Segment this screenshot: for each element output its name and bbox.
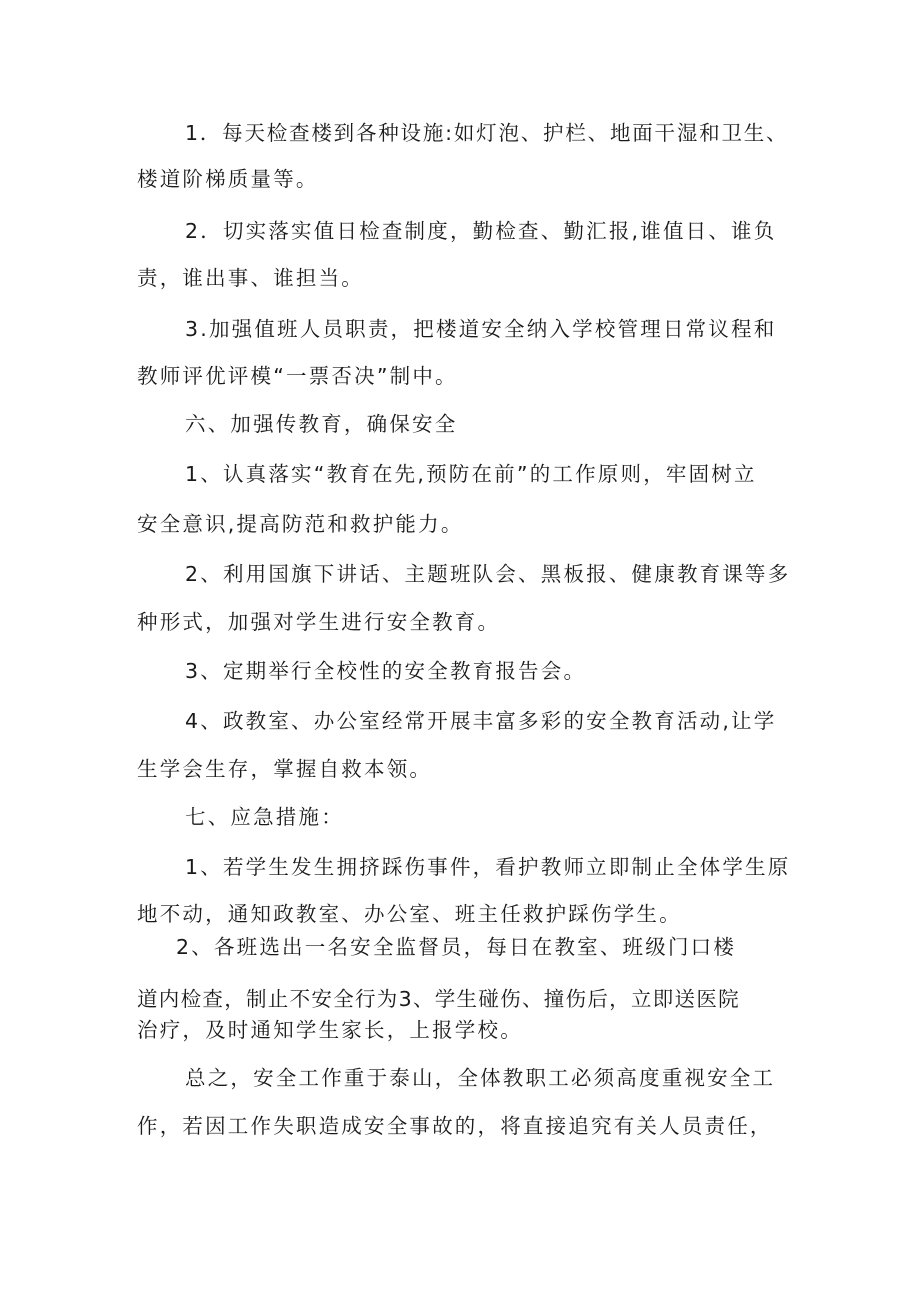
text-line: 3.加强值班人员职责，把楼道安全纳入学校管理日常议程和	[185, 317, 777, 341]
text-line: 2、各班选出一名安全监督员，每日在教室、班级门口楼	[176, 935, 737, 959]
text-line: 3、定期举行全校性的安全教育报告会。	[185, 659, 587, 683]
text-line: 安全意识,提高防范和救护能力。	[137, 512, 464, 536]
text-line: 1．每天检查楼到各种设施:如灯泡、护栏、地面干湿和卫生、	[185, 121, 789, 145]
section-heading: 七、应急措施：	[185, 805, 344, 829]
text-line: 1、认真落实“教育在先,预防在前”的工作原则，牢固树立	[185, 462, 757, 486]
text-line: 2、利用国旗下讲话、主题班队会、黑板报、健康教育课等多	[185, 562, 791, 586]
text-line: 1、若学生发生拥挤踩伤事件，看护教师立即制止全体学生原	[185, 855, 791, 879]
text-line: 楼道阶梯质量等。	[137, 167, 319, 191]
text-line: 治疗，及时通知学生家长，上报学校。	[137, 1018, 523, 1042]
text-line: 4、政教室、办公室经常开展丰富多彩的安全教育活动,让学	[185, 709, 777, 733]
text-line: 种形式，加强对学生进行安全教育。	[137, 610, 501, 634]
text-line: 教师评优评模“一票否决”制中。	[137, 364, 458, 388]
text-line: 2．切实落实值日检查制度，勤检查、勤汇报,谁值日、谁负	[185, 219, 777, 243]
text-line: 地不动，通知政教室、办公室、班主任救护踩伤学生。	[137, 902, 682, 926]
section-heading: 六、加强传教育，确保安全	[185, 412, 458, 436]
text-line: 总之，安全工作重于泰山，全体教职工必须高度重视安全工	[185, 1066, 776, 1090]
text-line: 作，若因工作失职造成安全事故的，将直接追究有关人员责任，	[137, 1114, 773, 1138]
text-line: 道内检查，制止不安全行为3、学生碰伤、撞伤后，立即送医院	[137, 987, 740, 1011]
text-line: 责，谁出事、谁担当。	[137, 266, 364, 290]
text-line: 生学会生存，掌握自救本领。	[137, 757, 433, 781]
